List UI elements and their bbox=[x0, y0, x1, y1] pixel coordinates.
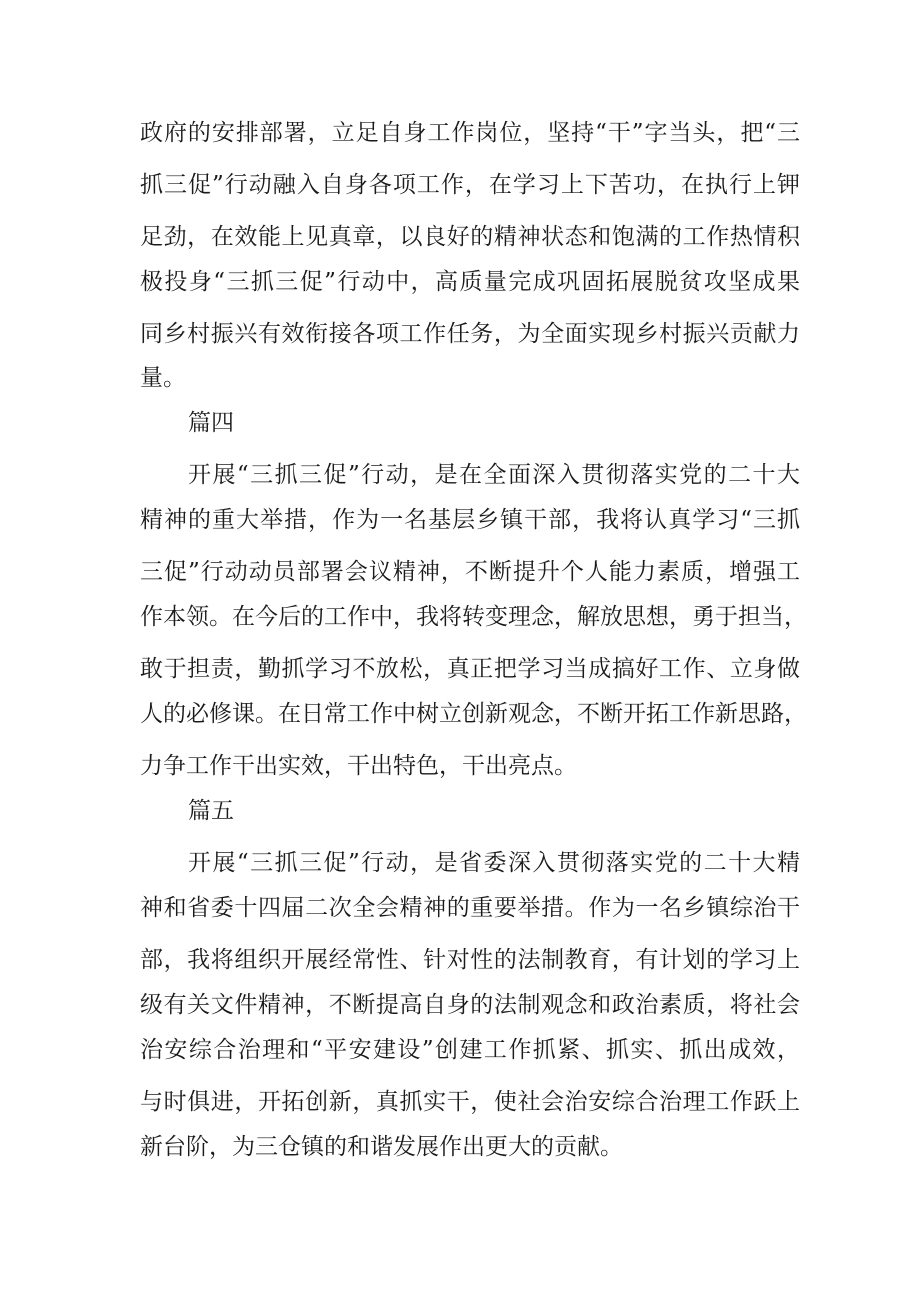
text-line: 级有关文件精神，不断提高自身的法制观念和政治素质，将社会 bbox=[140, 992, 800, 1018]
text-line: 开展“三抓三促”行动，是在全面深入贯彻落实党的二十大 bbox=[188, 462, 800, 488]
text-line: 敢于担责，勤抓学习不放松，真正把学习当成搞好工作、立身做 bbox=[140, 656, 800, 682]
text-line: 新台阶，为三仓镇的和谐发展作出更大的贡献。 bbox=[140, 1134, 623, 1160]
text-line: 三促”行动动员部署会议精神，不断提升个人能力素质，增强工 bbox=[140, 559, 800, 585]
text-line: 精神的重大举措，作为一名基层乡镇干部，我将认真学习“三抓 bbox=[140, 507, 800, 533]
section-heading-four: 篇四 bbox=[188, 410, 234, 436]
text-line: 治安综合治理和“平安建设”创建工作抓紧、抓实、抓出成效， bbox=[140, 1037, 800, 1063]
section-heading-five: 篇五 bbox=[188, 798, 234, 824]
text-line: 人的必修课。在日常工作中树立创新观念，不断开拓工作新思路， bbox=[140, 701, 807, 727]
text-line: 足劲，在效能上见真章，以良好的精神状态和饱满的工作热情积 bbox=[140, 224, 800, 250]
text-line: 作本领。在今后的工作中，我将转变理念，解放思想，勇于担当， bbox=[140, 604, 807, 630]
text-line: 部，我将组织开展经常性、针对性的法制教育，有计划的学习上 bbox=[140, 947, 800, 973]
text-line: 政府的安排部署，立足自身工作岗位，坚持“干”字当头，把“三 bbox=[140, 120, 800, 146]
text-line: 力争工作干出实效，干出特色，干出亮点。 bbox=[140, 753, 577, 779]
text-line: 抓三促”行动融入自身各项工作，在学习上下苦功，在执行上钾 bbox=[140, 172, 800, 198]
text-line: 量。 bbox=[140, 365, 186, 391]
text-line: 同乡村振兴有效衔接各项工作任务，为全面实现乡村振兴贡献力 bbox=[140, 321, 800, 347]
text-line: 与时俱进，开拓创新，真抓实干，使社会治安综合治理工作跃上 bbox=[140, 1089, 800, 1115]
text-line: 神和省委十四届二次全会精神的重要举措。作为一名乡镇综治干 bbox=[140, 895, 800, 921]
text-line: 开展“三抓三促”行动，是省委深入贯彻落实党的二十大精 bbox=[188, 850, 800, 876]
text-line: 极投身“三抓三促”行动中，高质量完成巩固拓展脱贫攻坚成果 bbox=[140, 269, 800, 295]
